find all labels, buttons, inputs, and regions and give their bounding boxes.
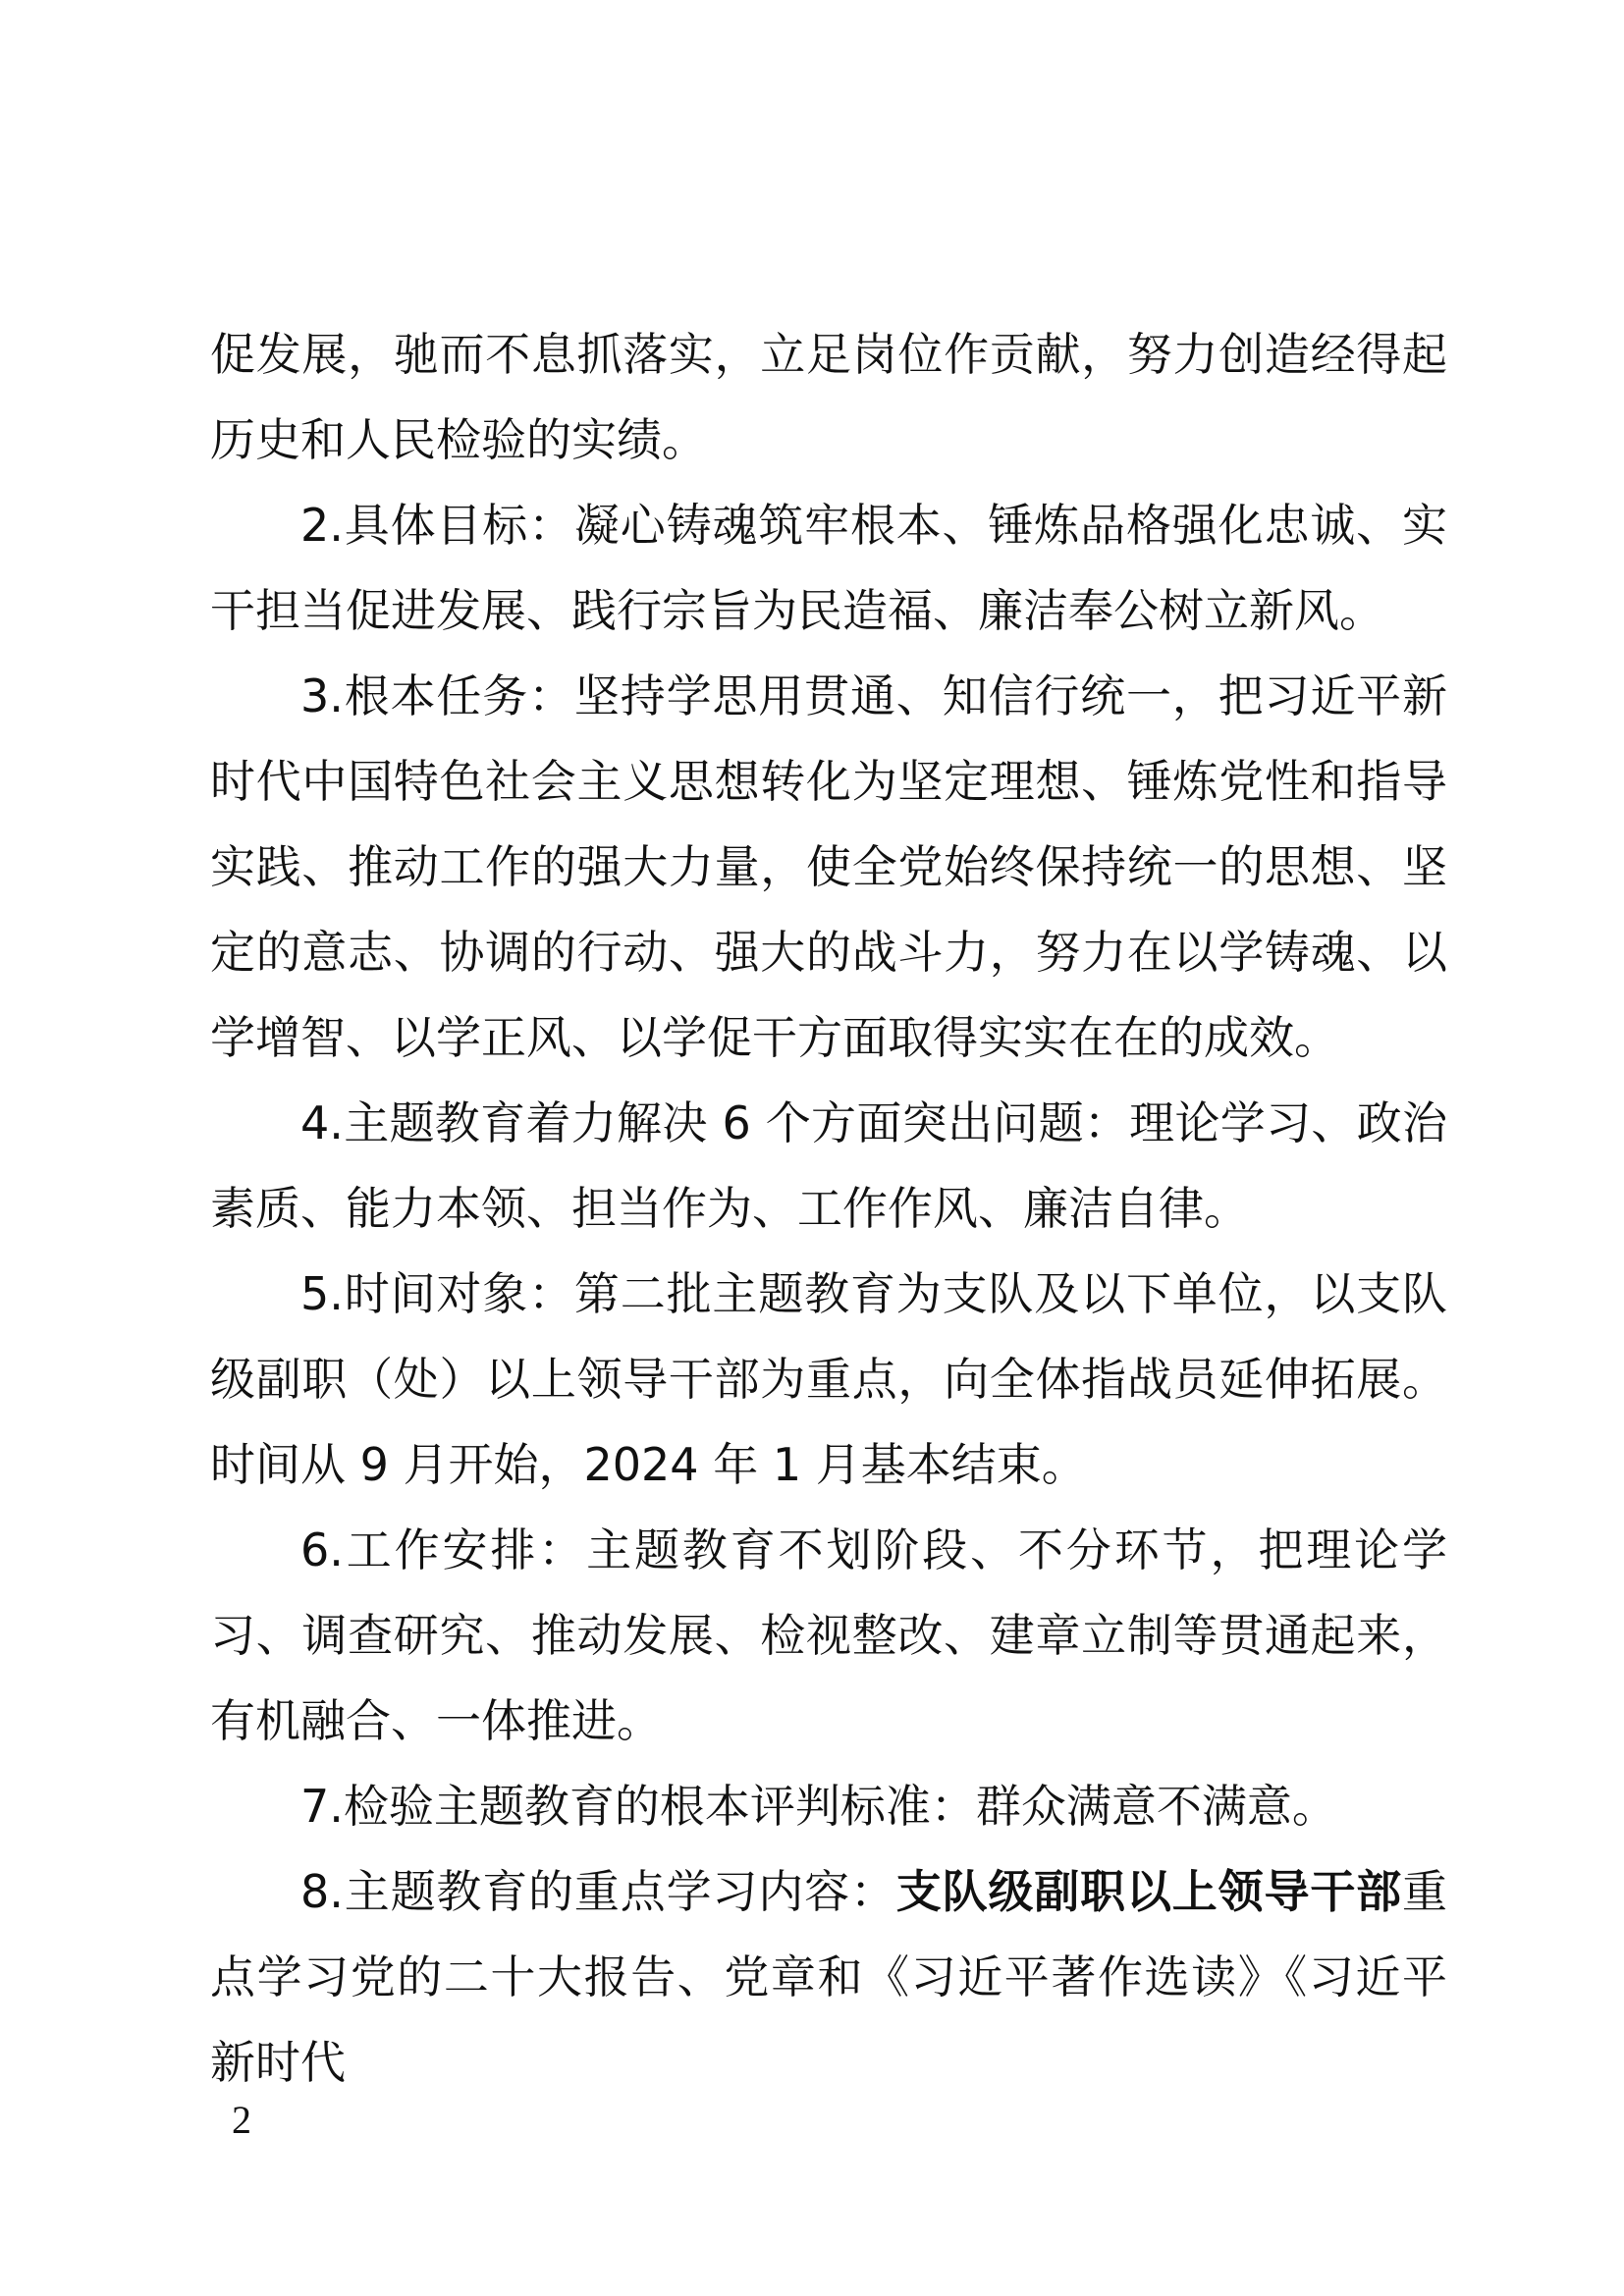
page-number: 2 (232, 2098, 251, 2142)
paragraph-evaluation-standard: 7.检验主题教育的根本评判标准：群众满意不满意。 (300, 1780, 1337, 1833)
paragraph-problems: 4.主题教育着力解决 6 个方面突出问题：理论学习、政治素质、能力本领、担当作为、工作作风、廉洁自律。 (210, 1096, 1447, 1235)
paragraph-fundamental-task: 3.根本任务：坚持学思用贯通、知信行统一，把习近平新时代中国特色社会主义思想转化为坚定理想、锤炼党性和指导实践、推动工作的强大力量，使全党始终保持统一的思想、坚定的意志、协调的行动、强大的战斗力，努力在以学铸魂、以学增智、以学正风、以学促干方面取得实实在在的成效。 (210, 669, 1447, 1064)
paragraph-work-arrangement: 6.工作安排：主题教育不划阶段、不分环节，把理论学习、调查研究、推动发展、检视整改、建章立制等贯通起来，有机融合、一体推进。 (210, 1523, 1447, 1747)
key-study-suffix: 重点学习党的二十大报告、党章和《习近平著作选读》《习近平新时代 (210, 1865, 1447, 2089)
paragraph-specific-goals: 2.具体目标：凝心铸魂筑牢根本、锤炼品格强化忠诚、实干担当促进发展、践行宗旨为民造福、廉洁奉公树立新风。 (210, 499, 1447, 637)
key-study-prefix: 8.主题教育的重点学习内容： (300, 1865, 896, 1918)
document-body (210, 312, 1447, 2106)
key-study-bold-phrase: 支队级副职以上领导干部 (895, 1865, 1402, 1918)
paragraph-key-study-content (210, 1849, 1447, 2106)
paragraph-time-targets: 5.时间对象：第二批主题教育为支队及以下单位，以支队级副职（处）以上领导干部为重点，向全体指战员延伸拓展。时间从 9 月开始，2024 年 1 月基本结束。 (210, 1267, 1447, 1491)
paragraph-continuation: 促发展，驰而不息抓落实，立足岗位作贡献，努力创造经得起历史和人民检验的实绩。 (210, 328, 1447, 466)
